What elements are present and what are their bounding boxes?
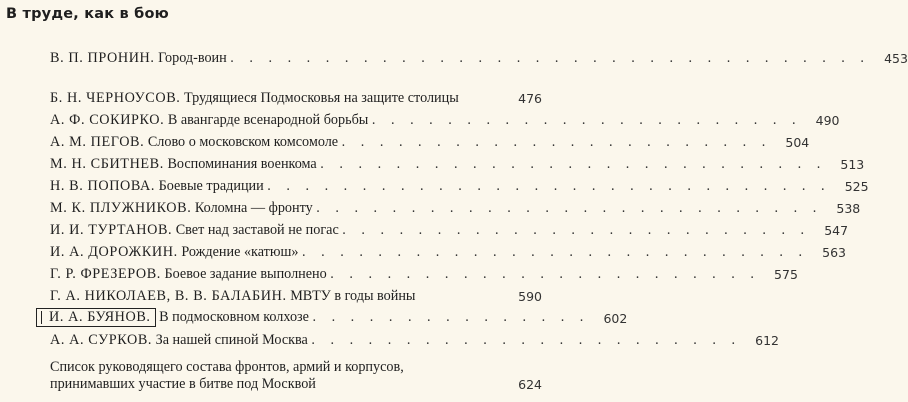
entry-page: 513 xyxy=(840,157,865,172)
toc-entry[interactable] xyxy=(50,45,908,67)
toc-entry[interactable] xyxy=(50,239,847,261)
dot-leader: . . . . . . . . . . . . . . . . . . . . . . . . . xyxy=(342,222,811,238)
entry-author: М. К. ПЛУЖНИКОВ. xyxy=(50,200,192,216)
dot-leader: . . . . . . . . . . . . . . . . . . . . . . . xyxy=(371,112,802,128)
entry-title: Боевые традиции xyxy=(158,178,264,194)
section-heading: В труде, как в бою xyxy=(6,6,169,22)
entry-title: В подмосковном колхозе xyxy=(159,309,309,325)
dot-leader: . . . . . . . . . . . . . . . . . . . . . . . . . . . xyxy=(302,244,809,260)
entry-author: А. А. СУРКОВ. xyxy=(50,332,153,348)
toc-entry[interactable] xyxy=(50,349,542,393)
entry-page: 525 xyxy=(844,179,869,194)
entry-page: 590 xyxy=(518,289,542,304)
toc-entry[interactable] xyxy=(50,129,810,151)
entry-title: МВТУ в годы войны xyxy=(290,288,416,304)
entry-page: 490 xyxy=(815,113,840,128)
toc-entry[interactable] xyxy=(49,305,628,327)
entry-author: М. Н. СБИТНЕВ. xyxy=(50,156,164,172)
entry-title: Список руководящего состава фронтов, армий и корпусов, принимавших участие в битве под Москвой xyxy=(50,359,404,392)
entry-title: Рождение «катюш» xyxy=(181,244,299,260)
table-of-contents xyxy=(49,45,908,393)
toc-entry[interactable] xyxy=(50,107,840,129)
entry-author: Г. А. НИКОЛАЕВ, В. В. БАЛАБИН. xyxy=(50,288,287,304)
entry-title: За нашей спиной Москва xyxy=(155,332,308,348)
entry-author: И. И. ТУРТАНОВ. xyxy=(50,222,173,238)
entry-author: И. А. ДОРОЖКИН. xyxy=(50,244,178,260)
entry-author: А. Ф. СОКИРКО. xyxy=(50,112,165,128)
entry-author: В. П. ПРОНИН. xyxy=(50,50,155,66)
dot-leader: . . . . . . . . . . . . . . . xyxy=(312,309,590,325)
entry-author: А. М. ПЕГОВ. xyxy=(50,134,145,150)
toc-entry[interactable] xyxy=(50,283,542,305)
dot-leader: . . . . . . . . . . . . . . . . . . . . . . . xyxy=(341,134,772,150)
toc-entry[interactable] xyxy=(50,151,865,173)
toc-entry[interactable] xyxy=(50,67,542,107)
dot-leader: . . . . . . . . . . . . . . . . . . . . . . . . . . . . . . . . . . xyxy=(230,50,870,66)
entry-page: 602 xyxy=(603,311,628,326)
entry-title: Слово о московском комсомоле xyxy=(147,134,339,150)
entry-page: 504 xyxy=(785,135,810,150)
dot-leader: . . . . . . . . . . . . . . . . . . . . . . . xyxy=(311,332,741,348)
toc-entry[interactable] xyxy=(50,217,849,239)
entry-author: Б. Н. ЧЕРНОУСОВ. xyxy=(50,90,181,106)
entry-page: 538 xyxy=(836,201,861,216)
entry-title: Свет над заставой не погас xyxy=(175,222,339,238)
entry-title: Коломна — фронту xyxy=(194,200,313,216)
entry-title: Город-воин xyxy=(158,50,227,66)
dot-leader: . . . . . . . . . . . . . . . . . . . . . . . . . . . xyxy=(320,156,827,172)
entry-page: 547 xyxy=(824,223,849,238)
dot-leader: . . . . . . . . . . . . . . . . . . . . . . . . . . . . . . xyxy=(267,178,831,194)
entry-page: 624 xyxy=(518,377,542,392)
dot-leader: . . . . . . . . . . . . . . . . . . . . . . . . . . . xyxy=(316,200,823,216)
toc-entry[interactable] xyxy=(50,261,798,283)
entry-title: Трудящиеся Подмосковья на защите столицы xyxy=(183,90,459,106)
entry-title: Боевое задание выполнено xyxy=(164,266,327,282)
entry-author: Г. Р. ФРЕЗЕРОВ. xyxy=(50,266,161,282)
entry-title: Воспоминания военкома xyxy=(167,156,317,172)
entry-author-boxed: И. А. БУЯНОВ. xyxy=(36,308,156,327)
entry-page: 476 xyxy=(518,91,542,106)
entry-page: 453 xyxy=(884,51,908,66)
toc-entry[interactable] xyxy=(50,327,779,349)
entry-title: В авангарде всенародной борьбы xyxy=(167,112,369,128)
entry-author: Н. В. ПОПОВА. xyxy=(50,178,156,194)
entry-page: 612 xyxy=(755,333,779,348)
toc-entry[interactable] xyxy=(50,173,869,195)
dot-leader: . . . . . . . . . . . . . . . . . . . . . . . xyxy=(330,266,760,282)
toc-entry[interactable] xyxy=(50,195,861,217)
entry-page: 575 xyxy=(774,267,798,282)
entry-page: 563 xyxy=(822,245,847,260)
